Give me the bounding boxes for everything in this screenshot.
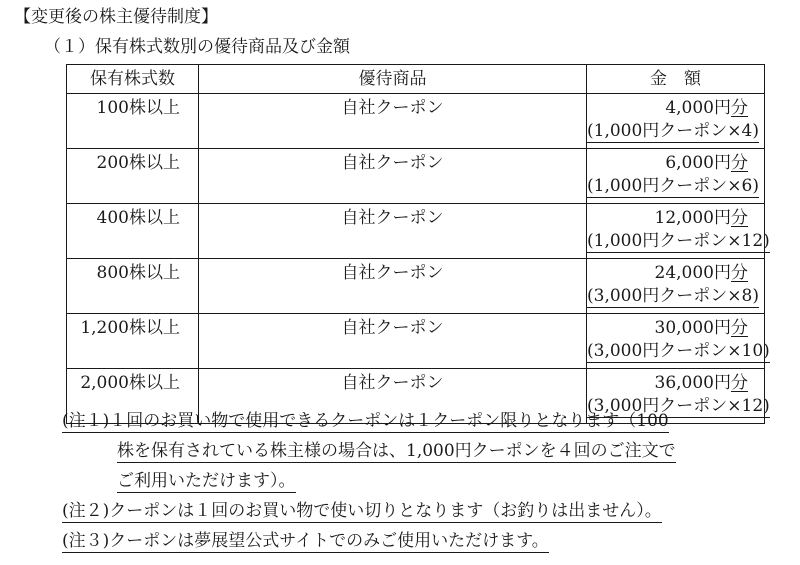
item-cell: 自社クーポン: [199, 369, 587, 424]
note-2-text: (注２)クーポンは１回のお買い物で使い切りとなります（お釣りは出ません）。: [62, 501, 662, 521]
note-2: [62, 496, 792, 526]
item-cell: 自社クーポン: [199, 314, 587, 369]
amount-value: 12,000円: [654, 208, 731, 228]
amount-value: 4,000円: [665, 98, 731, 118]
amount-value: 6,000円: [665, 153, 731, 173]
amount-suffix: 分: [731, 153, 748, 173]
item-cell: 自社クーポン: [199, 259, 587, 314]
subsection-heading: （１）保有株式数別の優待商品及び金額: [44, 37, 350, 57]
amount-cell: [587, 204, 770, 259]
shares-cell: 200株以上: [67, 149, 199, 204]
notes-section: [62, 406, 792, 556]
amount-value: 24,000円: [654, 263, 731, 283]
shares-cell: 400株以上: [67, 204, 199, 259]
table-row: [67, 314, 765, 369]
amount-cell: [587, 149, 765, 204]
amount-suffix: 分: [731, 318, 748, 338]
table-row: [67, 94, 765, 149]
amount-cell: [587, 94, 765, 149]
note-3: [62, 526, 792, 556]
amount-value: 30,000円: [654, 318, 731, 338]
amount-cell: [587, 314, 770, 369]
table-header-row: [67, 65, 765, 94]
amount-suffix: 分: [731, 263, 748, 283]
amount-suffix: 分: [731, 98, 748, 118]
amount-suffix: 分: [731, 208, 748, 228]
note-1: [62, 406, 792, 496]
shares-cell: 800株以上: [67, 259, 199, 314]
table-row: [67, 259, 765, 314]
item-cell: 自社クーポン: [199, 94, 587, 149]
amount-detail: (3,000円クーポン×10): [587, 341, 770, 361]
amount-value: 36,000円: [654, 373, 731, 393]
shares-cell: 100株以上: [67, 94, 199, 149]
amount-detail: (1,000円クーポン×6): [587, 176, 759, 196]
note-1-line-1: (注１)１回のお買い物で使用できるクーポンは１クーポン限りとなります（100: [62, 411, 669, 431]
amount-cell: [587, 259, 765, 314]
table-row: [67, 204, 765, 259]
header-shares: 保有株式数: [67, 65, 199, 94]
item-cell: 自社クーポン: [199, 204, 587, 259]
amount-detail: (1,000円クーポン×4): [587, 121, 759, 141]
amount-detail: (3,000円クーポン×12): [587, 396, 770, 416]
amount-suffix: 分: [731, 373, 748, 393]
header-item: 優待商品: [199, 65, 587, 94]
note-1-line-3: ご利用いただけます）。: [117, 471, 296, 491]
item-cell: 自社クーポン: [199, 149, 587, 204]
amount-detail: (3,000円クーポン×8): [587, 286, 759, 306]
benefits-table: [66, 64, 770, 424]
section-heading: 【変更後の株主優待制度】: [14, 7, 218, 27]
shares-cell: 1,200株以上: [67, 314, 199, 369]
note-1-line-2: 株を保有されている株主様の場合は、1,000円クーポンを４回のご注文で: [117, 441, 676, 461]
amount-detail: (1,000円クーポン×12): [587, 231, 770, 251]
note-3-text: (注３)クーポンは夢展望公式サイトでのみご使用いただけます。: [62, 531, 549, 551]
table-row: [67, 149, 765, 204]
header-amount: 金 額: [587, 65, 765, 94]
shares-cell: 2,000株以上: [67, 369, 199, 424]
